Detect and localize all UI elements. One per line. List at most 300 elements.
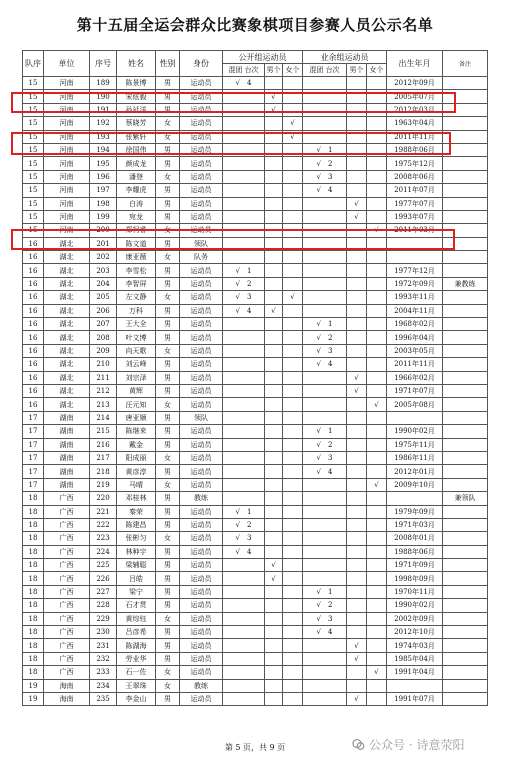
header-amateur-group: 业余组运动员 [303, 51, 387, 64]
cell-unit: 海南 [44, 679, 90, 692]
cell-role: 运动员 [180, 344, 223, 357]
cell-open-mixed [223, 331, 265, 344]
cell-amateur-men [347, 411, 367, 424]
cell-unit: 湖南 [44, 451, 90, 464]
cell-no: 226 [90, 572, 117, 585]
cell-name: 李耀虎 [117, 184, 156, 197]
cell-open-mixed [223, 157, 265, 170]
table-row [23, 572, 488, 585]
cell-open-mixed [223, 90, 265, 103]
cell-role: 运动员 [180, 77, 223, 90]
cell-role: 运动员 [180, 626, 223, 639]
cell-note [443, 518, 488, 531]
cell-note [443, 130, 488, 143]
cell-open-mixed [223, 585, 265, 598]
header-gender: 性别 [156, 51, 180, 77]
cell-birth [387, 237, 443, 250]
cell-amateur-women [367, 277, 387, 290]
check-mark: √ [316, 614, 322, 623]
cell-note [443, 358, 488, 371]
cell-role: 运动员 [180, 143, 223, 156]
cell-open-mixed [223, 518, 265, 531]
cell-open-women [283, 559, 303, 572]
cell-open-women: √ [283, 291, 303, 304]
check-mark: √ [316, 601, 322, 610]
cell-amateur-women [367, 264, 387, 277]
cell-team: 17 [23, 465, 44, 478]
cell-amateur-women [367, 492, 387, 505]
table-row [23, 358, 488, 371]
cell-open-men [265, 505, 283, 518]
check-mark: √ [235, 280, 240, 289]
cell-team: 18 [23, 545, 44, 558]
table-order: 1 [328, 146, 333, 155]
cell-open-mixed [223, 545, 265, 558]
cell-amateur-men [347, 184, 367, 197]
table-order: 3 [247, 534, 252, 543]
check-mark: √ [316, 360, 322, 369]
header-note: 备注 [443, 51, 488, 77]
cell-unit: 广西 [44, 572, 90, 585]
cell-open-mixed [223, 197, 265, 210]
cell-amateur-mixed [303, 143, 347, 156]
cell-role: 运动员 [180, 572, 223, 585]
cell-amateur-men [347, 103, 367, 116]
cell-role: 领队 [180, 411, 223, 424]
cell-gender: 男 [156, 425, 180, 438]
cell-amateur-mixed [303, 599, 347, 612]
cell-team: 16 [23, 251, 44, 264]
cell-unit: 河南 [44, 130, 90, 143]
cell-no: 234 [90, 679, 117, 692]
cell-amateur-women: √ [367, 224, 387, 237]
header-number: 序号 [90, 51, 117, 77]
cell-role: 运动员 [180, 103, 223, 116]
cell-open-mixed [223, 666, 265, 679]
cell-unit: 湖南 [44, 411, 90, 424]
cell-amateur-men [347, 318, 367, 331]
cell-gender: 男 [156, 599, 180, 612]
cell-birth: 1975年11月 [387, 438, 443, 451]
cell-gender: 男 [156, 438, 180, 451]
cell-unit: 湖北 [44, 291, 90, 304]
cell-no: 219 [90, 478, 117, 491]
cell-team: 17 [23, 438, 44, 451]
cell-unit: 广西 [44, 666, 90, 679]
cell-amateur-men [347, 572, 367, 585]
cell-open-women [283, 679, 303, 692]
cell-amateur-mixed [303, 371, 347, 384]
cell-amateur-women [367, 237, 387, 250]
cell-gender: 男 [156, 505, 180, 518]
cell-amateur-men [347, 304, 367, 317]
cell-unit: 广西 [44, 518, 90, 531]
cell-gender: 女 [156, 170, 180, 183]
cell-birth: 1966年02月 [387, 371, 443, 384]
cell-amateur-women [367, 505, 387, 518]
cell-amateur-mixed [303, 331, 347, 344]
roster-table [22, 50, 488, 706]
cell-birth: 2005年07月 [387, 90, 443, 103]
table-row [23, 331, 488, 344]
cell-name: 陈湖海 [117, 639, 156, 652]
check-mark: √ [235, 306, 240, 315]
cell-amateur-women: √ [367, 478, 387, 491]
cell-role: 教练 [180, 679, 223, 692]
cell-unit: 河南 [44, 170, 90, 183]
cell-amateur-mixed [303, 639, 347, 652]
cell-open-women [283, 224, 303, 237]
cell-open-men [265, 331, 283, 344]
cell-amateur-mixed [303, 117, 347, 130]
table-order: 1 [328, 320, 333, 329]
cell-note [443, 411, 488, 424]
cell-note [443, 639, 488, 652]
cell-birth: 1990年02月 [387, 425, 443, 438]
cell-open-mixed [223, 425, 265, 438]
cell-open-men [265, 143, 283, 156]
cell-birth [387, 251, 443, 264]
cell-open-mixed [223, 143, 265, 156]
cell-unit: 湖北 [44, 251, 90, 264]
cell-amateur-women [367, 599, 387, 612]
cell-name: 唐亚顺 [117, 411, 156, 424]
cell-note [443, 666, 488, 679]
cell-open-men [265, 398, 283, 411]
cell-gender: 男 [156, 210, 180, 223]
cell-amateur-men [347, 465, 367, 478]
cell-team: 15 [23, 90, 44, 103]
table-row [23, 518, 488, 531]
cell-open-women [283, 157, 303, 170]
table-row [23, 612, 488, 625]
cell-open-women [283, 264, 303, 277]
cell-amateur-women [367, 425, 387, 438]
cell-birth: 2011年11月 [387, 130, 443, 143]
cell-no: 210 [90, 358, 117, 371]
cell-role: 运动员 [180, 130, 223, 143]
cell-no: 222 [90, 518, 117, 531]
cell-amateur-mixed [303, 157, 347, 170]
header-amateur-mixed-table: 混团 台次 [303, 64, 347, 77]
cell-birth: 1968年02月 [387, 318, 443, 331]
cell-team: 15 [23, 77, 44, 90]
cell-open-men [265, 358, 283, 371]
cell-no: 218 [90, 465, 117, 478]
cell-unit: 河南 [44, 210, 90, 223]
cell-note [443, 652, 488, 665]
cell-name: 阳成丽 [117, 451, 156, 464]
header-birth: 出生年月 [387, 51, 443, 77]
cell-open-mixed [223, 264, 265, 277]
cell-amateur-men [347, 251, 367, 264]
cell-amateur-men [347, 277, 367, 290]
cell-birth: 1998年09月 [387, 572, 443, 585]
cell-name: 吕皓 [117, 572, 156, 585]
cell-open-mixed [223, 532, 265, 545]
cell-birth: 1991年07月 [387, 692, 443, 705]
cell-note [443, 77, 488, 90]
cell-name: 马晴 [117, 478, 156, 491]
watermark [352, 736, 464, 753]
check-mark: √ [235, 79, 240, 88]
cell-birth: 1985年04月 [387, 652, 443, 665]
cell-note [443, 559, 488, 572]
cell-open-men [265, 438, 283, 451]
cell-unit: 广西 [44, 505, 90, 518]
cell-open-mixed [223, 117, 265, 130]
cell-open-men: √ [265, 304, 283, 317]
cell-name: 左文静 [117, 291, 156, 304]
cell-name: 刘宗泽 [117, 371, 156, 384]
cell-amateur-mixed [303, 545, 347, 558]
cell-amateur-men [347, 130, 367, 143]
cell-open-men [265, 77, 283, 90]
cell-gender: 男 [156, 358, 180, 371]
cell-open-women [283, 612, 303, 625]
cell-open-mixed [223, 639, 265, 652]
cell-unit: 湖北 [44, 237, 90, 250]
cell-amateur-mixed [303, 130, 347, 143]
cell-note [443, 251, 488, 264]
cell-team: 18 [23, 572, 44, 585]
cell-no: 213 [90, 398, 117, 411]
cell-unit: 湖北 [44, 384, 90, 397]
table-order: 4 [247, 547, 252, 556]
cell-note [443, 692, 488, 705]
cell-unit: 广西 [44, 599, 90, 612]
cell-gender: 男 [156, 237, 180, 250]
table-order: 3 [247, 293, 252, 302]
cell-amateur-women [367, 103, 387, 116]
cell-open-men [265, 425, 283, 438]
cell-open-men [265, 184, 283, 197]
cell-team: 18 [23, 652, 44, 665]
cell-open-men: √ [265, 572, 283, 585]
cell-open-women [283, 344, 303, 357]
cell-gender: 男 [156, 143, 180, 156]
cell-role: 运动员 [180, 559, 223, 572]
cell-amateur-mixed [303, 692, 347, 705]
cell-open-men [265, 692, 283, 705]
cell-birth: 1991年04月 [387, 666, 443, 679]
cell-amateur-mixed [303, 626, 347, 639]
table-order: 3 [328, 454, 333, 463]
cell-name: 宛龙 [117, 210, 156, 223]
cell-birth: 1971年07月 [387, 384, 443, 397]
check-mark: √ [235, 534, 240, 543]
table-row [23, 90, 488, 103]
cell-open-mixed [223, 626, 265, 639]
cell-gender: 男 [156, 585, 180, 598]
cell-no: 204 [90, 277, 117, 290]
cell-amateur-men [347, 505, 367, 518]
cell-amateur-mixed [303, 505, 347, 518]
cell-open-men [265, 210, 283, 223]
table-row [23, 666, 488, 679]
cell-open-mixed [223, 411, 265, 424]
cell-open-men [265, 679, 283, 692]
cell-amateur-men: √ [347, 692, 367, 705]
cell-name: 梁辅聪 [117, 559, 156, 572]
cell-open-mixed [223, 559, 265, 572]
cell-open-women [283, 599, 303, 612]
cell-team: 16 [23, 344, 44, 357]
table-row [23, 559, 488, 572]
cell-amateur-mixed [303, 652, 347, 665]
cell-amateur-women [367, 143, 387, 156]
cell-unit: 湖北 [44, 264, 90, 277]
cell-team: 16 [23, 237, 44, 250]
check-mark: √ [316, 186, 322, 195]
cell-birth: 1979年09月 [387, 505, 443, 518]
cell-open-women [283, 251, 303, 264]
cell-amateur-mixed [303, 197, 347, 210]
cell-birth: 2009年10月 [387, 478, 443, 491]
cell-amateur-women [367, 518, 387, 531]
cell-team: 16 [23, 371, 44, 384]
cell-amateur-mixed [303, 170, 347, 183]
cell-amateur-women [367, 572, 387, 585]
table-row [23, 626, 488, 639]
table-row [23, 77, 488, 90]
cell-open-women [283, 425, 303, 438]
table-order: 4 [328, 186, 333, 195]
cell-gender: 男 [156, 264, 180, 277]
cell-role: 运动员 [180, 585, 223, 598]
cell-amateur-mixed [303, 451, 347, 464]
cell-amateur-women: √ [367, 398, 387, 411]
cell-amateur-men [347, 224, 367, 237]
cell-open-women [283, 626, 303, 639]
cell-name: 吕彦希 [117, 626, 156, 639]
cell-open-men [265, 411, 283, 424]
cell-open-men [265, 478, 283, 491]
cell-gender: 男 [156, 492, 180, 505]
cell-amateur-mixed [303, 210, 347, 223]
cell-open-mixed [223, 277, 265, 290]
header-role: 身份 [180, 51, 223, 77]
cell-amateur-women [367, 318, 387, 331]
cell-open-mixed [223, 237, 265, 250]
cell-no: 193 [90, 130, 117, 143]
cell-amateur-men: √ [347, 639, 367, 652]
cell-birth: 1971年09月 [387, 559, 443, 572]
cell-note [443, 264, 488, 277]
cell-open-men [265, 371, 283, 384]
table-row [23, 251, 488, 264]
cell-name: 刘云峰 [117, 358, 156, 371]
table-body [23, 77, 488, 706]
cell-role: 运动员 [180, 224, 223, 237]
cell-open-women [283, 572, 303, 585]
cell-team: 15 [23, 224, 44, 237]
table-row [23, 692, 488, 705]
cell-no: 194 [90, 143, 117, 156]
cell-amateur-women [367, 184, 387, 197]
cell-open-women: √ [283, 117, 303, 130]
check-mark: √ [316, 427, 322, 436]
cell-note [443, 465, 488, 478]
cell-team: 16 [23, 398, 44, 411]
cell-amateur-mixed [303, 264, 347, 277]
cell-role: 运动员 [180, 425, 223, 438]
cell-note [443, 331, 488, 344]
cell-role: 运动员 [180, 505, 223, 518]
cell-open-women [283, 411, 303, 424]
cell-open-men [265, 492, 283, 505]
cell-gender: 男 [156, 184, 180, 197]
cell-amateur-men [347, 237, 367, 250]
cell-gender: 男 [156, 411, 180, 424]
cell-open-men [265, 344, 283, 357]
cell-open-women [283, 384, 303, 397]
cell-open-women [283, 210, 303, 223]
table-row [23, 492, 488, 505]
cell-amateur-women [367, 157, 387, 170]
cell-open-mixed [223, 371, 265, 384]
cell-amateur-mixed [303, 559, 347, 572]
table-row [23, 425, 488, 438]
cell-role: 运动员 [180, 599, 223, 612]
cell-birth: 2012年10月 [387, 626, 443, 639]
cell-open-women [283, 77, 303, 90]
cell-amateur-men [347, 532, 367, 545]
cell-name: 石才贯 [117, 599, 156, 612]
cell-gender: 女 [156, 398, 180, 411]
table-order: 3 [328, 172, 333, 181]
cell-team: 16 [23, 318, 44, 331]
cell-role: 运动员 [180, 666, 223, 679]
cell-birth: 2011年03月 [387, 224, 443, 237]
cell-open-mixed [223, 251, 265, 264]
cell-name: 万科 [117, 304, 156, 317]
cell-amateur-mixed [303, 425, 347, 438]
cell-unit: 湖南 [44, 465, 90, 478]
cell-gender: 男 [156, 518, 180, 531]
header-open-women: 女个 [283, 64, 303, 77]
cell-no: 215 [90, 425, 117, 438]
cell-open-women [283, 90, 303, 103]
cell-team: 19 [23, 692, 44, 705]
cell-amateur-men [347, 518, 367, 531]
table-order: 4 [328, 360, 333, 369]
cell-no: 224 [90, 545, 117, 558]
table-order: 3 [328, 347, 333, 355]
cell-open-men [265, 130, 283, 143]
cell-no: 220 [90, 492, 117, 505]
cell-open-women: √ [283, 130, 303, 143]
cell-open-women [283, 478, 303, 491]
table-order: 4 [247, 306, 252, 315]
cell-open-mixed [223, 224, 265, 237]
cell-birth: 1990年02月 [387, 599, 443, 612]
cell-amateur-men [347, 478, 367, 491]
cell-open-mixed [223, 572, 265, 585]
cell-amateur-mixed [303, 585, 347, 598]
cell-no: 221 [90, 505, 117, 518]
table-order: 1 [247, 507, 252, 516]
cell-name: 颜成龙 [117, 157, 156, 170]
cell-team: 16 [23, 304, 44, 317]
cell-birth: 1993年11月 [387, 291, 443, 304]
check-mark: √ [316, 146, 322, 155]
document-title: 第十五届全运会群众比赛象棋项目参赛人员公示名单 [76, 16, 434, 34]
cell-open-men [265, 532, 283, 545]
cell-unit: 广西 [44, 545, 90, 558]
cell-amateur-women [367, 411, 387, 424]
cell-gender: 男 [156, 90, 180, 103]
